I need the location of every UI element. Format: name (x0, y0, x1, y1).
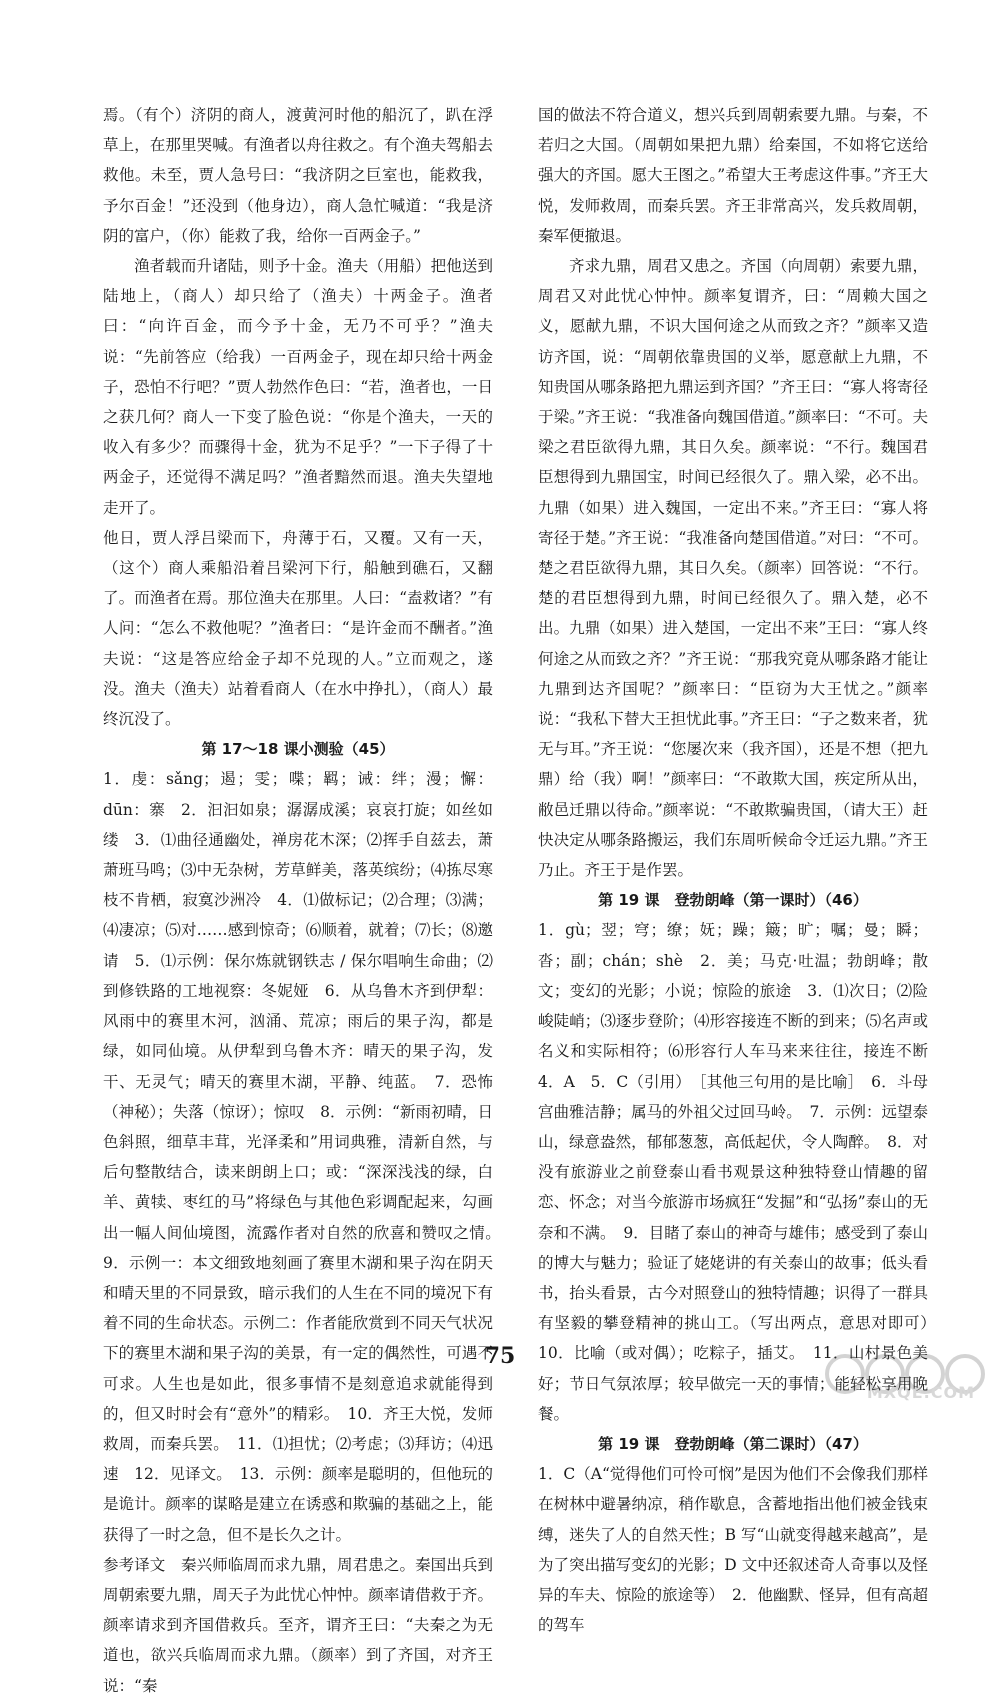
section-heading: 第 17～18 课小测验（45） (201, 740, 395, 759)
page-number: 75 (484, 1343, 516, 1369)
answer-block: 1．C（A“觉得他们可怜可悯”是因为他们不会像我们那样在树林中避暑纳凉，稍作歇息，含蓄地指出他们被金钱束缚，迷失了人的自然天性；B 写“山就变得越来越高”，是为了突出描写变幻的光影；D 文中还叙述奇人奇事以及怪异的车夫、惊险的旅途等） 2．他幽默、怪异，但有高超的驾车 (538, 1465, 928, 1635)
answer-block: 1．虔：sǎng；遏；雯；喋；羁；诫：绊；漫；懈：dūn：寨 2．汩汩如泉；潺潺成溪；哀哀打旋；如丝如缕 3．⑴曲径通幽处，禅房花木深；⑵挥手自兹去，萧萧班马鸣；⑶中无杂树，芳草鲜美，落英缤纷；⑷拣尽寒枝不肯栖，寂寞沙洲冷 4．⑴做标记；⑵合理；⑶满；⑷凄凉；⑸对……感到惊奇；⑹顺着，就着；⑺长；⑻邀请 5．⑴示例：保尔炼就钢铁志 / 保尔唱响生命曲；⑵到修铁路的工地视察：冬妮娅 6．从乌鲁木齐到伊犁：风雨中的赛里木河，汹涌、荒凉；雨后的果子沟，都是绿，如同仙境。从伊犁到乌鲁木齐：晴天的果子沟，发干、无灵气；晴天的赛里木湖，平静、纯蓝。 7．恐怖（神秘）；失落（惊讶）；惊叹 8．示例：“新雨初晴，日色斜照，细草丰茸，光泽柔和”用词典雅，清新自然，与后句整散结合，读来朗朗上口；或：“深深浅浅的绿，白羊、黄犊、枣红的马”将绿色与其他色彩调配起来，勾画出一幅人间仙境图，流露作者对自然的欣喜和赞叹之情。 9．示例一：本文细致地刻画了赛里木湖和果子沟在阴天和晴天里的不同景致，暗示我们的人生在不同的境况下有着不同的生命状态。示例二：作者能欣赏到不同天气状况下的赛里木湖和果子沟的美景，有一定的偶然性，可遇不可求。人生也是如此，很多事情不是刻意追求就能得到的，但又时时会有“意外”的精彩。 10．齐王大悦，发师救周，而秦兵罢。 11．⑴担忧；⑵考虑；⑶拜访；⑷迅速 12．见译文。 13．示例：颜率是聪明的，但他玩的是诡计。颜率的谋略是建立在诱惑和欺骗的基础之上，能获得了一时之急，但不是长久之计。 (103, 770, 509, 1544)
reference-translation: 参考译文 秦兴师临周而求九鼎，周君患之。秦国出兵到周朝索要九鼎，周天子为此忧心忡忡。颜率请借救于齐。颜率请求到齐国借救兵。至齐，谓齐王曰：“夫秦之为无道也，欲兴兵临周而求九鼎。（颜率）到了齐国，对齐王说：“秦 (103, 1555, 493, 1695)
paragraph: 国的做法不符合道义，想兴兵到周朝索要九鼎。与秦，不若归之大国。（周朝如果把九鼎）给秦国，不如将它送给强大的齐国。愿大王图之。”希望大王考虑这件事。”齐王大悦，发师救周，而秦兵罢。齐王非常高兴，发兵救周朝，秦军便撤退。 (538, 106, 928, 245)
paragraph: 齐求九鼎，周君又患之。齐国（向周朝）索要九鼎，周君又对此忧心忡忡。颜率复谓齐，曰：“周赖大国之义，愿献九鼎，不识大国何途之从而致之齐？”颜率又造访齐国，说：“周朝依靠贵国的义举，愿意献上九鼎，不知贵国从哪条路把九鼎运到齐国？”齐王曰：“寡人将寄径于梁。”齐王说：“我准备向魏国借道。”颜率曰：“不可。夫梁之君臣欲得九鼎，其日久矣。颜率说：“不行。魏国君臣想得到九鼎国宝，时间已经很久了。鼎入梁，必不出。九鼎（如果）进入魏国，一定出不来。”齐王曰：“寡人将寄径于楚。”齐王说：“我准备向楚国借道。”对曰：“不可。楚之君臣欲得九鼎，其日久矣。（颜率）回答说：“不行。楚的君臣想得到九鼎，时间已经很久了。鼎入楚，必不出。九鼎（如果）进入楚国，一定出不来”王曰：“寡人终何途之从而致之齐？”齐王说：“那我究竟从哪条路才能让九鼎到达齐国呢？”颜率曰：“臣窃为大王忧之。”颜率说：“我私下替大王担忧此事。”齐王曰：“子之数来者，犹无与耳。”齐王说：“您屡次来（我齐国），还是不想（把九鼎）给（我）啊！”颜率曰：“不敢欺大国，疾定所从出，敝邑迁鼎以待命。”颜率说：“不敢欺骗贵国，（请大王）赶快决定从哪条路搬运，我们东周听候命令迁运九鼎。”齐王乃止。齐王于是作罢。 (538, 257, 928, 880)
section-heading: 第 19 课 登勃朗峰（第二课时）（47） (598, 1434, 868, 1453)
section-heading: 第 19 课 登勃朗峰（第一课时）（46） (598, 891, 868, 910)
paragraph: 他日，贾人浮吕梁而下，舟薄于石，又覆。又有一天，（这个）商人乘船沿着吕梁河下行，船触到礁石，又翻了。而渔者在焉。那位渔夫在那里。人曰：“盍救诸？”有人问：“怎么不救他呢？”渔者曰：“是许金而不酬者。”渔夫说：“这是答应给金子却不兑现的人。”立而观之，遂没。渔夫（渔夫）站着看商人（在水中挣扎），（商人）最终沉没了。 (103, 528, 493, 729)
answer-block: 1．gù；翌；穹；缭；妩；躁；簸；旷；嘱；曼；瞬；沓；副；chán；shè 2．美；马克·吐温；勃朗峰；散文；变幻的光影；小说；惊险的旅途 3．⑴次日；⑵险峻陡峭；⑶逐步登阶；⑷形容接连不断的到来；⑸名声或名义和实际相符；⑹形容行人车马来来往往，接连不断 4．A 5．C（引用） ［其他三句用的是比喻］ 6．斗母宫曲雅洁静；属马的外祖父过回马岭。 7．示例：远望泰山，绿意盎然，郁郁葱葱，高低起伏，令人陶醉。 8．对没有旅游业之前登泰山看书观景这种独特登山情趣的留恋、怀念；对当今旅游市场疯狂“发掘”和“弘扬”泰山的无奈和不满。 9．目睹了泰山的神奇与雄伟；感受到了泰山的博大与魅力；验证了姥姥讲的有关泰山的故事；低头看书，抬头看景，古今对照登山的独特情趣；识得了一群具有坚毅的攀登精神的挑山工。（写出两点，意思对即可） 10．比喻（或对偶）；吃粽子，插艾。 11．山村景色美好；节日气氛浓厚；较早做完一天的事情；能轻松享用晚餐。 (538, 921, 944, 1423)
watermark-logo (820, 1352, 985, 1402)
right-column (538, 100, 944, 1640)
watermark-text: MXQE.COM (866, 1383, 975, 1402)
paragraph: 焉。（有个）济阴的商人，渡黄河时他的船沉了，趴在浮草上，在那里哭喊。有渔者以舟往救之。有个渔夫驾船去救他。未至，贾人急号曰：“我济阴之巨室也，能救我，予尔百金！”还没到（他身边），商人急忙喊道：“我是济阴的富户，（你）能救了我，给你一百两金子。” (103, 106, 493, 245)
paragraph: 渔者载而升诸陆，则予十金。渔夫（用船）把他送到陆地上，（商人）却只给了（渔夫）十两金子。渔者曰：“向许百金，而今予十金，无乃不可乎？”渔夫说：“先前答应（给我）一百两金子，现在却只给十两金子，恐怕不行吧？”贾人勃然作色曰：“若，渔者也，一日之获几何？商人一下变了脸色说：“你是个渔夫，一天的收入有多少？而骤得十金，犹为不足乎？”一下子得了十两金子，还觉得不满足吗？”渔者黯然而退。渔夫失望地走开了。 (103, 257, 493, 517)
